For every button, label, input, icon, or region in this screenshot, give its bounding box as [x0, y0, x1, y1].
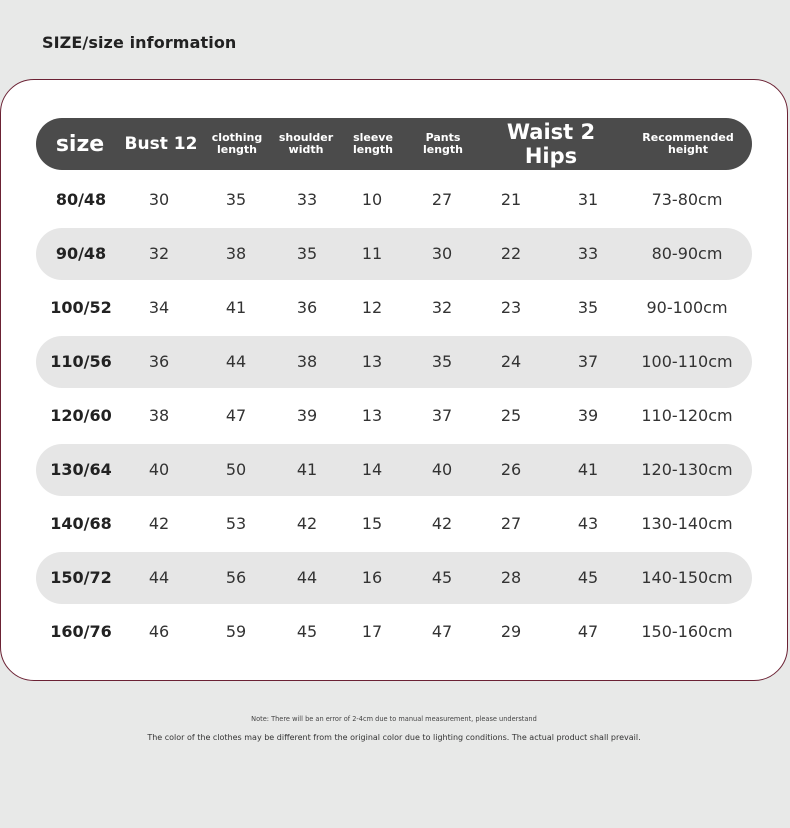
table-cell: 36	[148, 351, 170, 371]
size-label-cell: 130/64	[50, 459, 112, 479]
size-label-cell: 80/48	[55, 189, 107, 209]
table-cell: 32	[148, 243, 170, 263]
table-cell: 12	[361, 297, 383, 317]
header-pants-length: Pants length	[422, 131, 464, 156]
table-cell: 56	[225, 567, 247, 587]
table-cell: 25	[500, 405, 522, 425]
table-cell: 33	[577, 243, 599, 263]
table-cell: 45	[431, 567, 453, 587]
table-cell: 35	[225, 189, 247, 209]
size-label-cell: 160/76	[50, 621, 112, 641]
table-cell: 31	[577, 189, 599, 209]
table-cell: 59	[225, 621, 247, 641]
header-shoulder-width: shoulder width	[278, 131, 334, 156]
table-cell: 41	[577, 459, 599, 479]
header-size: size	[55, 131, 105, 157]
table-cell: 50	[225, 459, 247, 479]
table-cell: 80-90cm	[651, 243, 723, 263]
table-cell: 30	[148, 189, 170, 209]
size-label-cell: 100/52	[50, 297, 112, 317]
table-cell: 45	[577, 567, 599, 587]
table-cell: 17	[361, 621, 383, 641]
color-note: The color of the clothes may be different from the original color due to lighting conditions. The actual product shall prevail.	[147, 733, 641, 742]
table-cell: 38	[296, 351, 318, 371]
table-cell: 40	[148, 459, 170, 479]
table-cell: 27	[431, 189, 453, 209]
table-cell: 29	[500, 621, 522, 641]
table-cell: 35	[577, 297, 599, 317]
table-cell: 38	[225, 243, 247, 263]
table-cell: 41	[225, 297, 247, 317]
table-cell: 37	[431, 405, 453, 425]
table-cell: 44	[296, 567, 318, 587]
table-cell: 23	[500, 297, 522, 317]
table-cell: 44	[148, 567, 170, 587]
table-cell: 32	[431, 297, 453, 317]
table-cell: 42	[296, 513, 318, 533]
header-waist-hips: Waist 2 Hips	[506, 120, 596, 168]
table-cell: 44	[225, 351, 247, 371]
table-cell: 42	[148, 513, 170, 533]
table-cell: 27	[500, 513, 522, 533]
table-cell: 45	[296, 621, 318, 641]
measurement-note: Note: There will be an error of 2-4cm due to manual measurement, please understand	[251, 715, 537, 723]
table-cell: 35	[296, 243, 318, 263]
table-cell: 22	[500, 243, 522, 263]
table-cell: 37	[577, 351, 599, 371]
table-cell: 47	[431, 621, 453, 641]
header-clothing-length: clothing length	[211, 131, 263, 156]
header-sleeve-length: sleeve length	[352, 131, 394, 156]
size-label-cell: 150/72	[50, 567, 112, 587]
table-cell: 34	[148, 297, 170, 317]
page-title: SIZE/size information	[42, 33, 237, 52]
table-cell: 28	[500, 567, 522, 587]
table-cell: 46	[148, 621, 170, 641]
table-cell: 150-160cm	[641, 621, 733, 641]
table-cell: 33	[296, 189, 318, 209]
table-cell: 26	[500, 459, 522, 479]
table-cell: 39	[577, 405, 599, 425]
table-cell: 39	[296, 405, 318, 425]
table-cell: 14	[361, 459, 383, 479]
table-cell: 47	[225, 405, 247, 425]
table-cell: 140-150cm	[641, 567, 733, 587]
table-cell: 90-100cm	[646, 297, 728, 317]
table-cell: 40	[431, 459, 453, 479]
table-cell: 38	[148, 405, 170, 425]
table-cell: 130-140cm	[641, 513, 733, 533]
table-cell: 35	[431, 351, 453, 371]
table-cell: 73-80cm	[651, 189, 723, 209]
table-cell: 36	[296, 297, 318, 317]
table-cell: 110-120cm	[641, 405, 733, 425]
size-label-cell: 120/60	[50, 405, 112, 425]
table-cell: 120-130cm	[641, 459, 733, 479]
table-cell: 13	[361, 351, 383, 371]
table-cell: 53	[225, 513, 247, 533]
table-cell: 13	[361, 405, 383, 425]
table-cell: 43	[577, 513, 599, 533]
table-cell: 42	[431, 513, 453, 533]
header-recommended-height: Recommended height	[642, 131, 734, 156]
table-cell: 24	[500, 351, 522, 371]
table-cell: 30	[431, 243, 453, 263]
table-cell: 15	[361, 513, 383, 533]
table-cell: 41	[296, 459, 318, 479]
size-label-cell: 140/68	[50, 513, 112, 533]
table-cell: 16	[361, 567, 383, 587]
table-cell: 21	[500, 189, 522, 209]
table-cell: 10	[361, 189, 383, 209]
table-cell: 47	[577, 621, 599, 641]
size-label-cell: 110/56	[50, 351, 112, 371]
header-bust: Bust 12	[124, 134, 198, 154]
table-cell: 11	[361, 243, 383, 263]
table-cell: 100-110cm	[641, 351, 733, 371]
size-label-cell: 90/48	[55, 243, 107, 263]
